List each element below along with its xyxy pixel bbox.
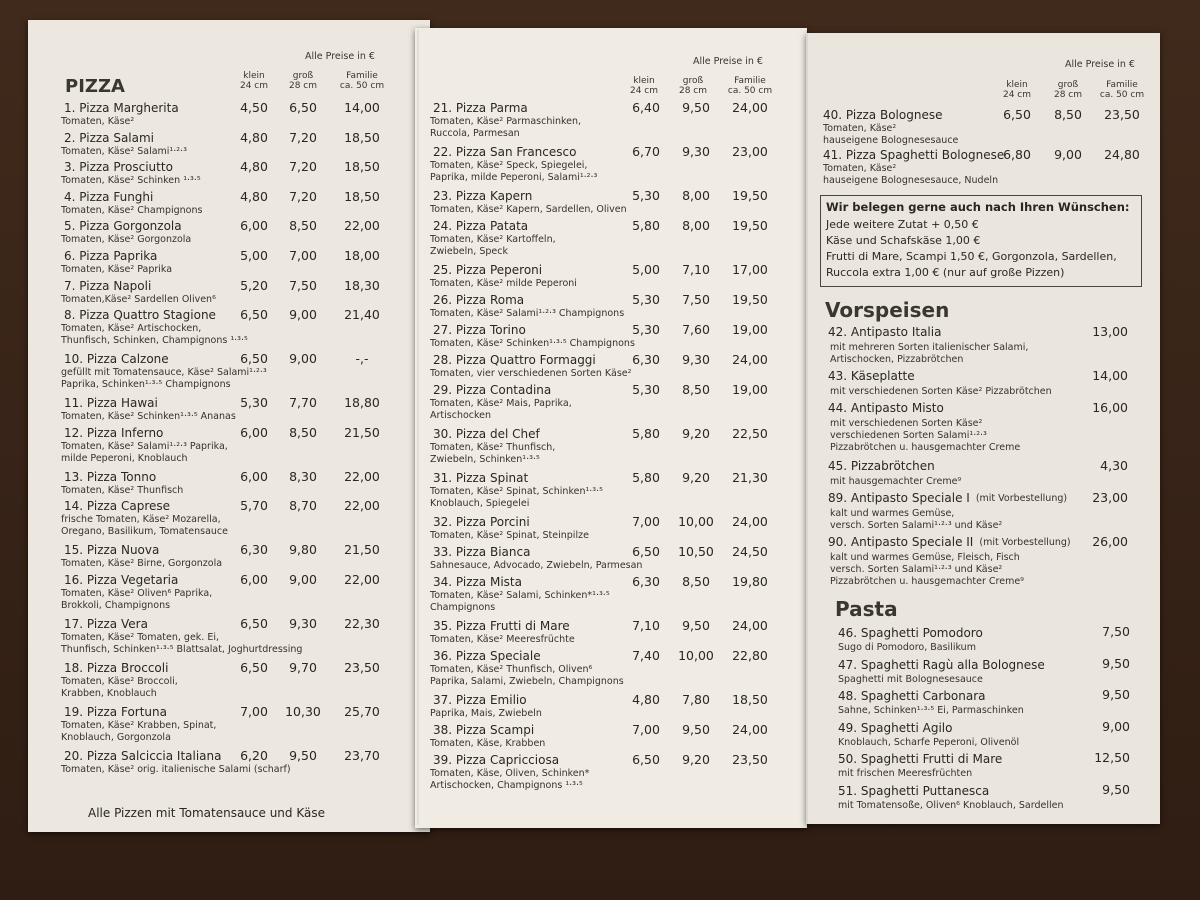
price: 7,40	[632, 648, 660, 663]
price: 6,50	[1003, 107, 1031, 122]
size-header: Familie ca. 50 cm	[339, 71, 385, 91]
menu-item-description: Zwiebeln, Speck	[430, 246, 508, 257]
price: 7,50	[289, 277, 317, 293]
price: 5,30	[632, 292, 660, 307]
price: 5,70	[240, 498, 268, 514]
price: 23,00	[1092, 490, 1128, 505]
menu-item-name: 22. Pizza San Francesco	[433, 145, 577, 159]
price: 8,50	[289, 424, 317, 440]
price: 8,70	[289, 498, 317, 514]
menu-item-description: Sahne, Schinken¹·³·⁵ Ei, Parmaschinken	[838, 705, 1024, 716]
menu-item-name: 40. Pizza Bolognese	[823, 108, 943, 122]
price: 9,00	[289, 307, 317, 323]
price: 23,50	[732, 752, 768, 767]
price: 6,80	[1003, 147, 1031, 162]
menu-item-name: 1. Pizza Margherita	[64, 101, 179, 115]
menu-item-name: 12. Pizza Inferno	[64, 425, 164, 440]
menu-item-name: 7. Pizza Napoli	[64, 278, 152, 293]
price: 19,80	[732, 574, 768, 589]
menu-item-name: 18. Pizza Broccoli	[64, 661, 169, 675]
price: 12,50	[1094, 750, 1130, 765]
vorspeisen-title: Vorspeisen	[825, 298, 950, 322]
price: 24,00	[732, 618, 768, 633]
menu-item-description: Tomaten, Käse² Tomaten, gek. Ei,	[61, 632, 219, 643]
menu-item-name: 4. Pizza Funghi	[64, 189, 154, 204]
price: 6,50	[240, 351, 268, 367]
menu-item-description: Tomaten, Käse² Schinken ¹·³·⁵	[61, 175, 201, 187]
menu-item-description: Zwiebeln, Schinken¹·³·⁵	[430, 454, 540, 465]
menu-item-description: Tomaten, Käse² Salami¹·²·³ Champignons	[430, 308, 625, 319]
menu-item-description: Tomaten, Käse² Spinat, Steinpilze	[430, 530, 589, 541]
price: 26,00	[1092, 534, 1128, 549]
extras-box	[820, 195, 1142, 287]
price: 10,00	[678, 648, 714, 663]
price: 7,80	[682, 692, 710, 707]
menu-item-description: Knoblauch, Spiegelei	[430, 498, 530, 509]
menu-item-description: Tomaten, Käse² Spinat, Schinken¹·³·⁵	[430, 486, 603, 497]
price: 22,00	[344, 468, 380, 484]
price: 6,50	[240, 660, 268, 675]
menu-item-description: Krabben, Knoblauch	[61, 688, 157, 699]
price: 9,80	[289, 542, 317, 558]
price: 21,30	[732, 470, 768, 485]
price: 9,30	[289, 616, 317, 631]
price: 10,30	[285, 704, 321, 719]
menu-item-description: Tomaten, Käse² Kapern, Sardellen, Oliven	[430, 204, 627, 215]
fold-line	[417, 30, 419, 825]
price: 9,30	[682, 144, 710, 159]
price: 23,50	[1104, 107, 1140, 122]
price: 9,00	[1054, 147, 1082, 162]
price: 18,50	[732, 692, 768, 707]
menu-item-description: Spaghetti mit Bolognesesauce	[838, 673, 983, 685]
price: 7,00	[632, 514, 660, 529]
menu-item-name: 19. Pizza Fortuna	[64, 705, 167, 719]
menu-item-description: Knoblauch, Scharfe Peperoni, Olivenöl	[838, 736, 1020, 748]
price: 6,50	[632, 752, 660, 767]
price: 7,10	[682, 262, 710, 277]
menu-item-name: 17. Pizza Vera	[64, 617, 148, 631]
price: 9,50	[682, 618, 710, 633]
menu-item-name: 8. Pizza Quattro Stagione	[64, 308, 216, 323]
price: 18,50	[344, 188, 380, 204]
price: 9,00	[289, 351, 317, 367]
menu-item-name: 6. Pizza Paprika	[64, 249, 158, 263]
price: 16,00	[1092, 400, 1128, 415]
menu-item-description: kalt und warmes Gemüse, Fleisch, Fisch	[830, 552, 1020, 563]
price: 22,80	[732, 648, 768, 663]
menu-item-description: Paprika, Salami, Zwiebeln, Champignons	[430, 676, 624, 687]
price: 5,20	[240, 277, 268, 293]
price: 7,60	[682, 322, 710, 337]
price: 9,50	[682, 722, 710, 737]
menu-item-description: Tomaten, Käse² Speck, Spiegelei,	[430, 160, 588, 171]
price: 23,50	[344, 660, 380, 675]
menu-item-description: Artischocken, Pizzabrötchen	[830, 354, 964, 365]
price: 9,50	[289, 748, 317, 763]
price: 6,30	[632, 352, 660, 367]
menu-item-name: 32. Pizza Porcini	[433, 515, 530, 529]
menu-item-description: Tomaten, Käse²	[823, 163, 897, 174]
menu-item-description: Tomaten,Käse² Sardellen Oliven⁶	[61, 293, 216, 305]
menu-item-name: 44. Antipasto Misto	[828, 401, 944, 415]
menu-item-description: milde Peperoni, Knoblauch	[61, 452, 188, 464]
menu-item-name: 10. Pizza Calzone	[64, 352, 169, 367]
price: 19,50	[732, 292, 768, 307]
menu-item-name: 41. Pizza Spaghetti Bolognese	[823, 148, 1005, 162]
price: 10,00	[678, 514, 714, 529]
price: 6,50	[240, 616, 268, 631]
menu-item-name: 36. Pizza Speciale	[433, 649, 541, 663]
price: 23,70	[344, 748, 380, 763]
menu-item-description: Tomaten, Käse² Meeresfrüchte	[430, 634, 575, 645]
menu-item-name: 16. Pizza Vegetaria	[64, 573, 179, 587]
price: 22,50	[732, 426, 768, 441]
menu-item-description: Tomaten, Käse² Salami¹·²·³	[61, 145, 187, 157]
menu-item-description: Tomaten, Käse² Krabben, Spinat,	[61, 720, 217, 731]
price: 6,30	[240, 542, 268, 558]
price: 9,50	[1102, 655, 1130, 671]
menu-item-description: Thunfisch, Schinken, Champignons ¹·³·⁵	[61, 335, 248, 347]
menu-item-description: Tomaten, Käse² Gorgonzola	[61, 234, 192, 246]
price: 19,50	[732, 188, 768, 203]
price: 7,00	[289, 248, 317, 263]
price: 7,70	[289, 395, 317, 411]
price: 6,50	[240, 307, 268, 323]
price: 6,30	[632, 574, 660, 589]
menu-item-description: mit Tomatensoße, Oliven⁶ Knoblauch, Sardellen	[838, 799, 1064, 811]
menu-item-description: Paprika, Mais, Zwiebeln	[430, 708, 542, 719]
menu-item-name: 45. Pizzabrötchen	[828, 459, 935, 473]
menu-item-description: hauseigene Bolognesesauce, Nudeln	[823, 175, 999, 186]
menu-item-name: 25. Pizza Peperoni	[433, 263, 543, 277]
menu-item-description: Tomaten, Käse² Kartoffeln,	[430, 234, 556, 245]
extras-title: Wir belegen gerne auch nach Ihren Wünschen:	[826, 200, 1130, 214]
menu-item-name: 42. Antipasto Italia	[828, 325, 942, 339]
menu-item-name: 34. Pizza Mista	[433, 575, 522, 589]
menu-item-description: Sugo di Pomodoro, Basilikum	[838, 642, 976, 653]
prices-note: Alle Preise in €	[693, 56, 763, 67]
price: 4,80	[240, 188, 268, 204]
menu-item-description: frische Tomaten, Käse² Mozarella,	[61, 514, 221, 526]
price: 4,80	[240, 129, 268, 145]
price: 8,00	[682, 218, 710, 233]
price: 6,40	[632, 100, 660, 115]
price: 24,50	[732, 544, 768, 559]
menu-item-description: Tomaten, Käse² Thunfisch,	[430, 442, 556, 453]
price: 5,80	[632, 426, 660, 441]
footer-note: Alle Pizzen mit Tomatensauce und Käse	[88, 806, 325, 820]
menu-item-note: (mit Vorbestellung)	[975, 493, 1068, 504]
price: 17,00	[732, 262, 768, 277]
menu-item-description: versch. Sorten Salami¹·²·³ und Käse²	[830, 564, 1003, 575]
menu-item-description: Knoblauch, Gorgonzola	[61, 732, 171, 743]
menu-item-description: Champignons	[430, 602, 496, 613]
menu-item-description: Tomaten, Käse² Parmaschinken,	[430, 116, 582, 127]
size-header: Familie ca. 50 cm	[1099, 80, 1145, 100]
extras-line: Frutti di Mare, Scampi 1,50 €, Gorgonzola, Sardellen,	[826, 250, 1117, 263]
menu-item-description: Tomaten, Käse² Champignons	[61, 204, 203, 216]
menu-item-description: Paprika, milde Peperoni, Salami¹·²·³	[430, 172, 598, 183]
menu-item-description: gefüllt mit Tomatensauce, Käse² Salami¹·²·³	[61, 367, 267, 379]
price: 9,50	[1102, 781, 1130, 797]
fold-line	[806, 30, 808, 825]
price: 24,00	[732, 352, 768, 367]
price: 24,00	[732, 100, 768, 115]
price: 5,30	[632, 382, 660, 397]
price: 9,20	[682, 470, 710, 485]
price: 6,00	[240, 468, 268, 484]
menu-item-description: Tomaten, Käse² Broccoli,	[61, 676, 178, 687]
menu-item-description: Tomaten, Käse² Oliven⁶ Paprika,	[61, 588, 213, 599]
price: 7,00	[632, 722, 660, 737]
prices-note: Alle Preise in €	[305, 51, 375, 62]
price: 6,20	[240, 748, 268, 763]
menu-item-name: 90. Antipasto Speciale II	[828, 535, 974, 549]
price: 13,00	[1092, 324, 1128, 339]
extras-line: Käse und Schafskäse 1,00 €	[826, 234, 981, 247]
menu-item-description: Tomaten, Käse, Oliven, Schinken*	[430, 768, 590, 779]
size-header: klein 24 cm	[1002, 80, 1032, 100]
price: 23,00	[732, 144, 768, 159]
price: 7,20	[289, 188, 317, 204]
price: 22,00	[344, 498, 380, 514]
menu-item-name: 51. Spaghetti Puttanesca	[838, 783, 990, 798]
menu-item-description: Tomaten, Käse² Salami, Schinken*¹·³·⁵	[430, 590, 610, 601]
price: 7,50	[682, 292, 710, 307]
price: 7,50	[1102, 624, 1130, 639]
menu-item-name: 27. Pizza Torino	[433, 323, 526, 337]
menu-item-name: 15. Pizza Nuova	[64, 543, 160, 558]
menu-item-description: verschiedenen Sorten Salami¹·²·³	[830, 430, 987, 441]
menu-item-name: 2. Pizza Salami	[64, 130, 155, 145]
price: 19,00	[732, 322, 768, 337]
menu-item-description: Thunfisch, Schinken¹·³·⁵ Blattsalat, Joghurtdressing	[61, 644, 303, 655]
menu-item-name: 47. Spaghetti Ragù alla Bolognese	[838, 657, 1045, 672]
price: 24,00	[732, 514, 768, 529]
price: 19,00	[732, 382, 768, 397]
price: 9,20	[682, 426, 710, 441]
menu-item-description: hauseigene Bolognesesauce	[823, 135, 959, 146]
menu-item-name: 21. Pizza Parma	[433, 101, 528, 115]
menu-item-description: kalt und warmes Gemüse,	[830, 508, 955, 519]
size-header: klein 24 cm	[629, 76, 659, 96]
menu-item-description: Tomaten, Käse, Krabben	[430, 738, 546, 749]
price: 8,30	[289, 468, 317, 484]
menu-item-description: Tomaten, Käse² Paprika	[61, 264, 173, 275]
menu-item-description: Paprika, Schinken¹·³·⁵ Champignons	[61, 379, 231, 391]
menu-item-description: Tomaten, Käse² Schinken¹·³·⁵ Champignons	[430, 338, 635, 349]
price: 9,00	[1102, 718, 1130, 734]
menu-item-description: mit hausgemachter Creme⁹	[830, 476, 962, 487]
price: 18,30	[344, 277, 380, 293]
menu-item-name: 38. Pizza Scampi	[433, 723, 535, 737]
price: 8,50	[682, 382, 710, 397]
price: 9,30	[682, 352, 710, 367]
extras-line: Ruccola extra 1,00 € (nur auf große Pizzen)	[826, 266, 1065, 279]
price: 8,50	[1054, 107, 1082, 122]
menu-item-description: Tomaten, Käse² Salami¹·²·³ Paprika,	[61, 440, 228, 452]
price: 21,40	[344, 307, 380, 323]
price: 5,80	[632, 218, 660, 233]
menu-item-description: Ruccola, Parmesan	[430, 128, 520, 139]
price: 25,70	[344, 704, 380, 719]
price: 6,50	[289, 100, 317, 115]
price: 22,30	[344, 616, 380, 631]
menu-item-description: versch. Sorten Salami¹·²·³ und Käse²	[830, 520, 1003, 531]
price: 22,00	[344, 572, 380, 587]
menu-item-note: (mit Vorbestellung)	[979, 537, 1071, 548]
price: 7,00	[240, 704, 268, 719]
menu-item-description: Tomaten, Käse² milde Peperoni	[430, 278, 577, 289]
menu-item-description: mit frischen Meeresfrüchten	[838, 768, 973, 779]
menu-item-name: 37. Pizza Emilio	[433, 693, 527, 707]
price: 7,20	[289, 159, 317, 175]
menu-item-name: 30. Pizza del Chef	[433, 427, 540, 441]
menu-item-name: 11. Pizza Hawai	[64, 396, 158, 411]
extras-line: Jede weitere Zutat + 0,50 €	[826, 218, 979, 231]
price: 6,00	[240, 218, 268, 234]
menu-item-description: Artischocken, Champignons ¹·³·⁵	[430, 780, 583, 791]
menu-item-name: 35. Pizza Frutti di Mare	[433, 619, 570, 633]
menu-item-name: 89. Antipasto Speciale I	[828, 491, 970, 505]
size-header: groß 28 cm	[678, 76, 708, 96]
price: 7,10	[632, 618, 660, 633]
menu-item-description: Tomaten, Käse² Birne, Gorgonzola	[61, 558, 223, 570]
price: -,-	[355, 351, 369, 367]
price: 18,00	[344, 248, 380, 263]
menu-item-name: 28. Pizza Quattro Formaggi	[433, 353, 596, 367]
price: 9,00	[289, 572, 317, 587]
price: 5,00	[632, 262, 660, 277]
price: 9,20	[682, 752, 710, 767]
menu-item-description: mit mehreren Sorten italienischer Salami,	[830, 342, 1029, 353]
price: 4,80	[632, 692, 660, 707]
price: 18,50	[344, 159, 380, 175]
menu-item-name: 14. Pizza Caprese	[64, 499, 171, 514]
price: 4,30	[1100, 458, 1128, 473]
price: 5,00	[240, 248, 268, 263]
price: 5,30	[632, 322, 660, 337]
menu-item-name: 29. Pizza Contadina	[433, 383, 552, 397]
menu-item-description: Tomaten, Käse² orig. italienische Salami (scharf)	[61, 764, 291, 775]
price: 18,50	[344, 129, 380, 145]
size-header: klein 24 cm	[239, 71, 269, 91]
price: 4,80	[240, 159, 268, 175]
size-header: Familie ca. 50 cm	[727, 76, 773, 96]
price: 9,70	[289, 660, 317, 675]
pasta-title: Pasta	[835, 597, 898, 621]
price: 19,50	[732, 218, 768, 233]
price: 8,00	[682, 188, 710, 203]
menu-item-description: mit verschiedenen Sorten Käse²	[830, 418, 983, 429]
price: 5,30	[240, 395, 268, 411]
menu-item-name: 33. Pizza Bianca	[433, 545, 531, 559]
menu-item-description: Tomaten, vier verschiedenen Sorten Käse²	[430, 368, 632, 379]
price: 24,00	[732, 722, 768, 737]
menu-item-description: Pizzabrötchen u. hausgemachter Creme⁹	[830, 576, 1024, 587]
price: 9,50	[682, 100, 710, 115]
price: 9,50	[1102, 687, 1130, 702]
menu-item-description: Brokkoli, Champignons	[61, 600, 171, 611]
menu-item-description: Tomaten, Käse² Artischocken,	[61, 323, 202, 335]
price: 24,80	[1104, 147, 1140, 162]
price: 6,00	[240, 424, 268, 440]
price: 8,50	[682, 574, 710, 589]
size-header: groß 28 cm	[288, 71, 318, 91]
menu-item-name: 46. Spaghetti Pomodoro	[838, 626, 983, 640]
menu-item-description: Tomaten, Käse² Mais, Paprika,	[430, 398, 572, 409]
menu-item-description: Artischocken	[430, 410, 492, 421]
menu-item-name: 5. Pizza Gorgonzola	[64, 219, 182, 234]
menu-item-name: 50. Spaghetti Frutti di Mare	[838, 752, 1003, 766]
prices-note: Alle Preise in €	[1065, 59, 1135, 70]
price: 8,50	[289, 218, 317, 234]
price: 14,00	[344, 100, 380, 115]
price: 7,20	[289, 129, 317, 145]
menu-item-name: 3. Pizza Prosciutto	[64, 160, 173, 175]
price: 6,50	[632, 544, 660, 559]
menu-item-name: 13. Pizza Tonno	[64, 469, 157, 484]
menu-item-name: 24. Pizza Patata	[433, 219, 529, 233]
price: 22,00	[344, 218, 380, 234]
menu-item-description: mit verschiedenen Sorten Käse² Pizzabrötchen	[830, 386, 1052, 397]
price: 6,70	[632, 144, 660, 159]
menu-item-name: 48. Spaghetti Carbonara	[838, 689, 986, 703]
menu-item-name: 26. Pizza Roma	[433, 293, 525, 307]
price: 21,50	[344, 424, 380, 440]
menu-item-name: 23. Pizza Kapern	[433, 189, 533, 203]
pizza-section-title: PIZZA	[65, 76, 125, 97]
menu-item-name: 43. Käseplatte	[828, 369, 915, 383]
menu-item-description: Sahnesauce, Advocado, Zwiebeln, Parmesan	[430, 560, 643, 571]
menu-item-description: Tomaten, Käse² Schinken¹·³·⁵ Ananas	[61, 411, 236, 423]
price: 18,80	[344, 395, 380, 411]
price: 21,50	[344, 542, 380, 558]
menu-item-description: Tomaten, Käse²	[823, 123, 897, 134]
menu-item-description: Tomaten, Käse² Thunfisch	[61, 484, 184, 496]
price: 5,80	[632, 470, 660, 485]
price: 14,00	[1092, 368, 1128, 383]
menu-item-name: 39. Pizza Capricciosa	[433, 753, 560, 767]
menu-item-name: 20. Pizza Salciccia Italiana	[64, 749, 222, 763]
menu-item-description: Tomaten, Käse² Thunfisch, Oliven⁶	[430, 664, 593, 675]
menu-item-description: Oregano, Basilikum, Tomatensauce	[61, 526, 229, 538]
menu-item-description: Tomaten, Käse²	[61, 116, 135, 127]
menu-item-name: 49. Spaghetti Agilo	[838, 720, 953, 735]
price: 5,30	[632, 188, 660, 203]
size-header: groß 28 cm	[1053, 80, 1083, 100]
menu-item-description: Pizzabrötchen u. hausgemachter Creme	[830, 442, 1021, 453]
price: 6,00	[240, 572, 268, 587]
menu-item-name: 31. Pizza Spinat	[433, 471, 529, 485]
price: 4,50	[240, 100, 268, 115]
price: 10,50	[678, 544, 714, 559]
